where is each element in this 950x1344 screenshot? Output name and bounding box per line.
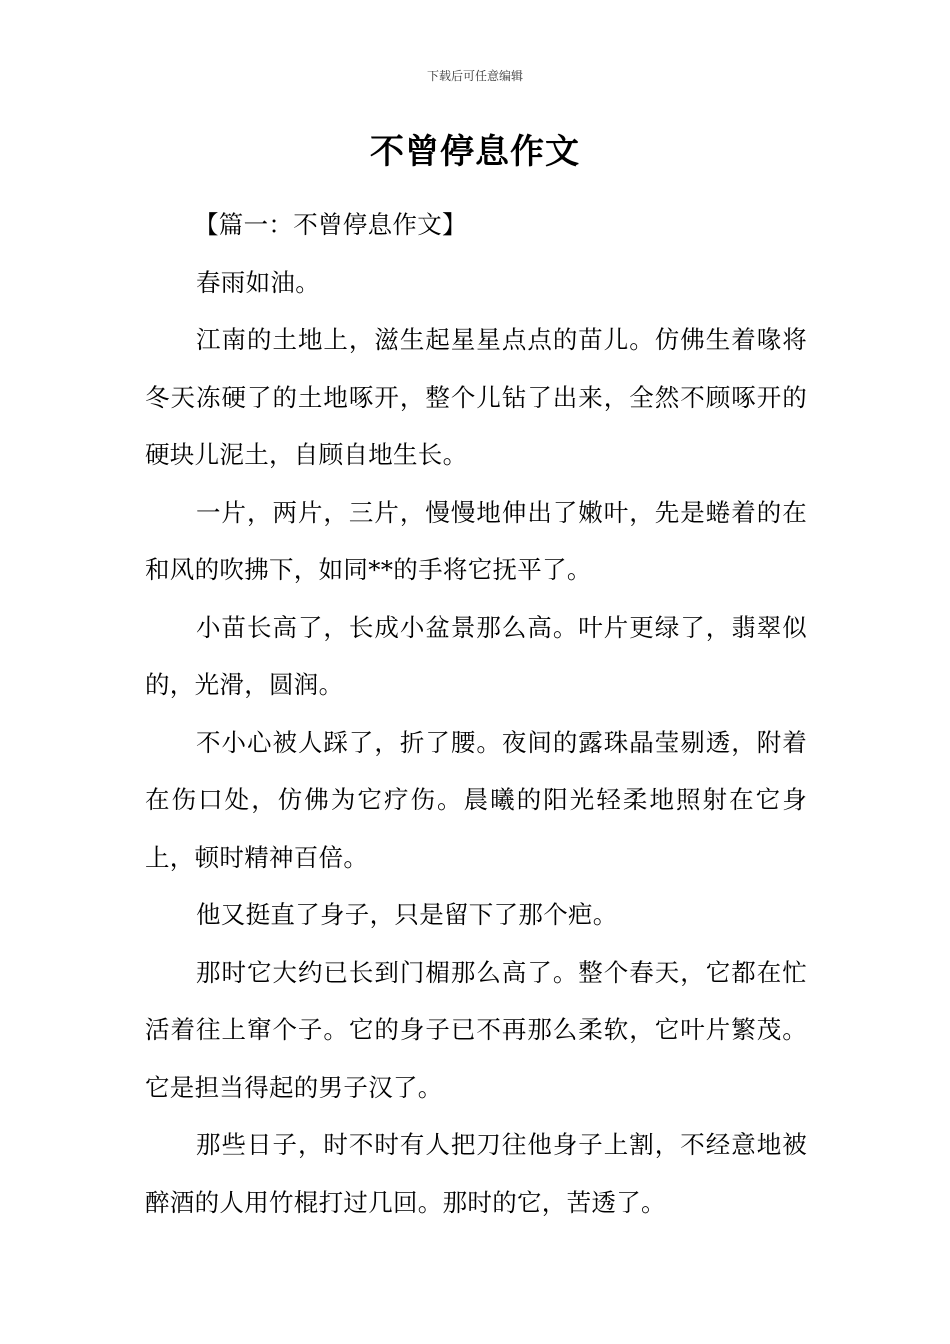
- paragraph: 江南的土地上，滋生起星星点点的苗儿。仿佛生着喙将冬天冻硬了的土地啄开，整个儿钻了出来，全然不顾啄开的硬块儿泥土，自顾自地生长。: [145, 325, 807, 469]
- paragraph: 小苗长高了，长成小盆景那么高。叶片更绿了，翡翠似的，光滑，圆润。: [145, 612, 807, 699]
- paragraph: 那些日子，时不时有人把刀往他身子上割，不经意地被醉酒的人用竹棍打过几回。那时的它，苦透了。: [145, 1130, 807, 1217]
- paragraph: 春雨如油。: [196, 267, 320, 297]
- section-heading: 【篇一：不曾停息作文】: [194, 210, 467, 239]
- paragraph: 一片，两片，三片，慢慢地伸出了嫩叶，先是蜷着的在和风的吹拂下，如同**的手将它抚平了。: [145, 497, 807, 584]
- paragraph: 他又挺直了身子，只是留下了那个疤。: [196, 900, 618, 929]
- header-note: 下载后可任意编辑: [426, 69, 523, 83]
- article-body: [145, 196, 807, 1231]
- paragraph: 不小心被人踩了，折了腰。夜间的露珠晶莹剔透，附着在伤口处，仿佛为它疗伤。晨曦的阳光轻柔地照射在它身上，顿时精神百倍。: [145, 727, 807, 872]
- paragraph: 那时它大约已长到门楣那么高了。整个春天，它都在忙活着往上窜个子。它的身子已不再那么柔软，它叶片繁茂。它是担当得起的男子汉了。: [145, 957, 807, 1102]
- document-title: 不曾停息作文: [370, 132, 580, 172]
